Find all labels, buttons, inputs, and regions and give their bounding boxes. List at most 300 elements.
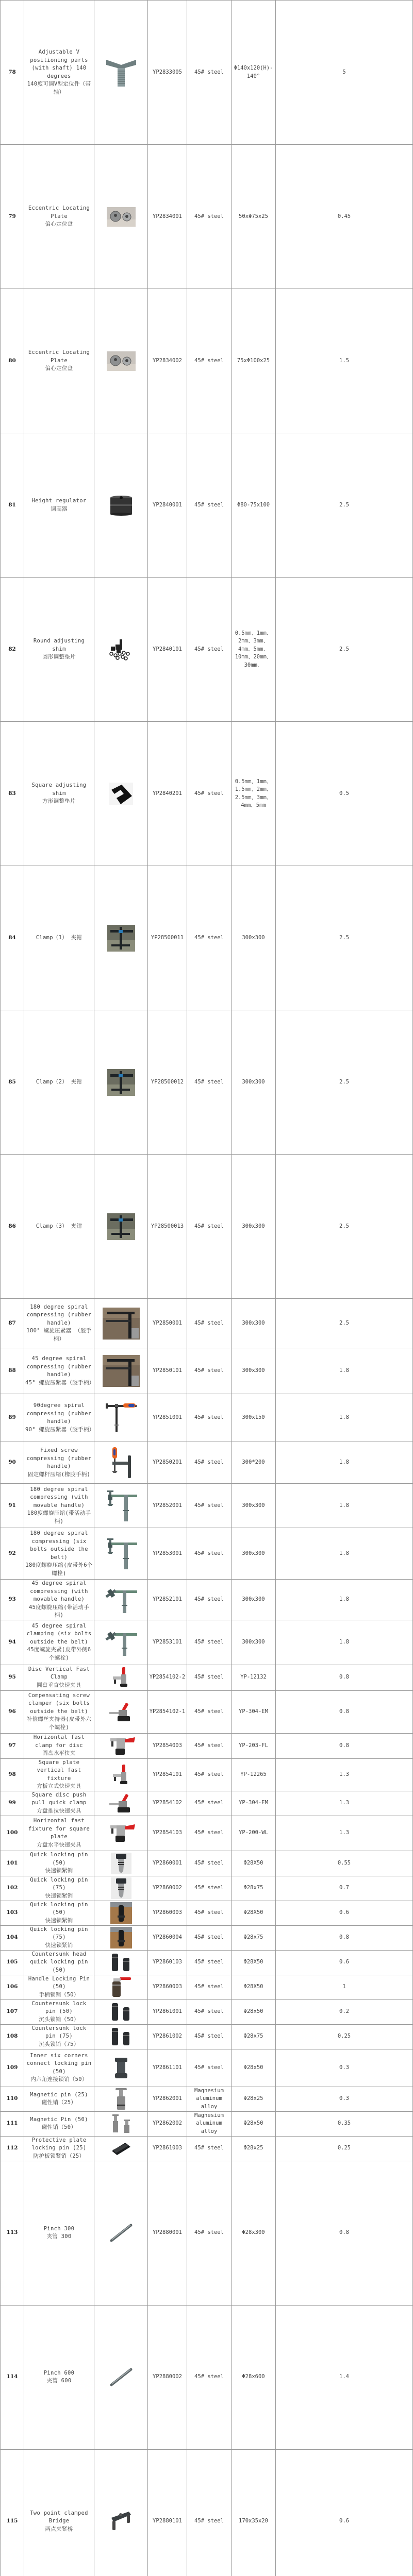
- item-number: 115: [1, 2449, 24, 2576]
- item-image-cell: [94, 1, 148, 145]
- table-row: [1, 1348, 413, 1394]
- clamp-photo-icon: [95, 1069, 146, 1096]
- item-name-cn: 沉头锁销（75）: [25, 2041, 93, 2049]
- item-weight: 1.8: [276, 1442, 413, 1484]
- item-image-cell: [94, 1901, 148, 1925]
- item-image-cell: [94, 1999, 148, 2024]
- table-row: [1, 1442, 413, 1484]
- item-code: YP28500011: [148, 866, 187, 1010]
- item-code: YP28500013: [148, 1155, 187, 1299]
- item-name-en: Height regulator: [25, 497, 93, 505]
- item-image-cell: [94, 433, 148, 578]
- item-image-cell: [94, 866, 148, 1010]
- table-row: [1, 2305, 413, 2449]
- item-name-en: Quick locking pin (50): [25, 1851, 93, 1867]
- item-code: YP2853001: [148, 1528, 187, 1580]
- item-code: YP2880002: [148, 2305, 187, 2449]
- item-number: 114: [1, 2305, 24, 2449]
- table-row: [1, 1299, 413, 1348]
- item-specification: 300x300: [232, 1484, 276, 1528]
- hex-locking-pin-icon: [95, 2057, 146, 2079]
- item-name: [24, 145, 94, 289]
- item-name: [24, 289, 94, 433]
- item-material: 45# steel: [187, 2161, 232, 2305]
- item-name-cn: 140度可调V型定位件（带轴）: [25, 80, 93, 96]
- item-code: YP2854003: [148, 1733, 187, 1758]
- quick-locking-pin-icon: [95, 1877, 146, 1899]
- item-name-cn: 圆盘水平快夹: [25, 1750, 93, 1758]
- item-material: 45# steel: [187, 1733, 232, 1758]
- item-number: 80: [1, 289, 24, 433]
- table-row: [1, 1528, 413, 1580]
- item-image-cell: [94, 1925, 148, 1950]
- item-name-cn: 调高器: [25, 505, 93, 514]
- item-specification: Φ28X50: [232, 1851, 276, 1876]
- item-image-cell: [94, 2161, 148, 2305]
- item-weight: 5: [276, 1, 413, 145]
- item-image-cell: [94, 1851, 148, 1876]
- item-name-cn: 固定螺杆压缩(橡胶手柄): [25, 1471, 93, 1479]
- item-image-cell: [94, 2111, 148, 2136]
- item-number: 93: [1, 1580, 24, 1620]
- item-weight: 1.8: [276, 1580, 413, 1620]
- item-weight: 0.8: [276, 1733, 413, 1758]
- countersunk-pins-icon: [95, 1952, 146, 1973]
- item-name-cn: 沉头锁销（50）: [25, 2016, 93, 2024]
- item-name-cn: 45° 螺旋压紧器（胶手柄）: [25, 1379, 93, 1387]
- table-row: [1, 1876, 413, 1901]
- item-name-cn: 90° 螺旋压紧器（胶手柄）: [25, 1426, 93, 1434]
- item-name: [24, 1851, 94, 1876]
- item-specification: YP-12132: [232, 1665, 276, 1690]
- toggle-clamp-horizontal-icon: [95, 1822, 146, 1844]
- item-name-en: Quick locking pin (75): [25, 1876, 93, 1892]
- toggle-clamp-vertical-icon: [95, 1765, 146, 1785]
- item-name: [24, 866, 94, 1010]
- item-name-en: Horizontal fast fixture for square plate: [25, 1817, 93, 1841]
- item-image-cell: [94, 2136, 148, 2161]
- item-weight: 0.6: [276, 1901, 413, 1925]
- item-weight: 0.6: [276, 2449, 413, 2576]
- item-weight: 1.8: [276, 1484, 413, 1528]
- item-material: 45# steel: [187, 1620, 232, 1665]
- item-weight: 2.5: [276, 1155, 413, 1299]
- item-specification: Φ140x120(H)-140°: [232, 1, 276, 145]
- table-row: [1, 2024, 413, 2049]
- item-name-cn: 磁性销（25）: [25, 2099, 93, 2107]
- item-name-cn: 方盘推拉快速夹具: [25, 1807, 93, 1816]
- item-specification: 75xΦ100x25: [232, 289, 276, 433]
- item-image-cell: [94, 1816, 148, 1851]
- item-name-cn: 夹管 300: [25, 2233, 93, 2241]
- item-image-cell: [94, 2049, 148, 2087]
- item-number: 108: [1, 2024, 24, 2049]
- item-specification: 300x150: [232, 1394, 276, 1442]
- item-image-cell: [94, 1442, 148, 1484]
- item-specification: Φ28X50: [232, 1901, 276, 1925]
- table-row: [1, 1901, 413, 1925]
- item-material: 45# steel: [187, 1758, 232, 1791]
- item-weight: 1.3: [276, 1791, 413, 1816]
- item-name: [24, 2161, 94, 2305]
- item-material: 45# steel: [187, 722, 232, 866]
- item-image-cell: [94, 2449, 148, 2576]
- item-material: 45# steel: [187, 1791, 232, 1816]
- item-name-en: Quick locking pin (75): [25, 1926, 93, 1942]
- item-number: 104: [1, 1925, 24, 1950]
- item-number: 111: [1, 2111, 24, 2136]
- item-material: 45# steel: [187, 1348, 232, 1394]
- item-number: 91: [1, 1484, 24, 1528]
- item-name: [24, 433, 94, 578]
- item-image-cell: [94, 1665, 148, 1690]
- item-number: 82: [1, 578, 24, 722]
- item-code: YP2860001: [148, 1851, 187, 1876]
- table-row: [1, 1733, 413, 1758]
- item-weight: 0.3: [276, 2049, 413, 2087]
- v-positioning-part-icon: [95, 58, 146, 88]
- item-image-cell: [94, 1394, 148, 1442]
- item-number: 102: [1, 1876, 24, 1901]
- item-name: [24, 2111, 94, 2136]
- table-row: [1, 1791, 413, 1816]
- item-name-en: 180 degree spiral compressing (with movable handle): [25, 1486, 93, 1510]
- item-number: 81: [1, 433, 24, 578]
- item-name-en: Square disc push pull quick clamp: [25, 1791, 93, 1807]
- item-name-en: Adjustable V positioning parts (with shaft) 140 degrees: [25, 48, 93, 80]
- table-row: [1, 2087, 413, 2111]
- item-name-cn: 45度螺旋夹紧(皮带外侧6个螺栓): [25, 1646, 93, 1662]
- item-specification: Φ80-75x100: [232, 433, 276, 578]
- table-row: [1, 1950, 413, 1975]
- table-row: [1, 1, 413, 145]
- item-material: 45# steel: [187, 1299, 232, 1348]
- item-specification: Φ28x300: [232, 2161, 276, 2305]
- toggle-clamp-horizontal-icon: [95, 1735, 146, 1757]
- item-material: 45# steel: [187, 1484, 232, 1528]
- item-name-cn: 手柄锁销（50）: [25, 1991, 93, 1999]
- item-weight: 1.3: [276, 1758, 413, 1791]
- item-code: YP2861002: [148, 2024, 187, 2049]
- item-specification: 0.5mm、1mm、1.5mm、2mm、2.5mm、3mm、4mm、5mm: [232, 722, 276, 866]
- item-number: 83: [1, 722, 24, 866]
- item-material: 45# steel: [187, 2136, 232, 2161]
- item-material: 45# steel: [187, 1690, 232, 1733]
- table-row: [1, 145, 413, 289]
- item-code: YP2850001: [148, 1299, 187, 1348]
- item-image-cell: [94, 1950, 148, 1975]
- t-clamp-orange-handle-icon: [95, 1402, 146, 1434]
- item-name: [24, 1999, 94, 2024]
- item-name-cn: 圆盘垂直快速夹具: [25, 1682, 93, 1690]
- item-code: YP2862002: [148, 2111, 187, 2136]
- item-name-en: Inner six corners connect locking pin (50): [25, 2052, 93, 2076]
- item-number: 101: [1, 1851, 24, 1876]
- item-weight: 0.8: [276, 1690, 413, 1733]
- item-name-en: Quick locking pin (50): [25, 1901, 93, 1917]
- item-name: [24, 1442, 94, 1484]
- item-material: 45# steel: [187, 1975, 232, 1999]
- item-specification: 300x300: [232, 866, 276, 1010]
- item-name-en: Pinch 600: [25, 2369, 93, 2378]
- item-name-cn: 内六角连接锁销（50）: [25, 2076, 93, 2084]
- item-code: YP2840001: [148, 433, 187, 578]
- item-material: 45# steel: [187, 1876, 232, 1901]
- item-specification: YP-12265: [232, 1758, 276, 1791]
- item-name-cn: 180度螺旋压缩(带活动手柄): [25, 1510, 93, 1526]
- toggle-clamp-push-icon: [95, 1702, 146, 1722]
- table-row: [1, 1580, 413, 1620]
- item-weight: 0.6: [276, 1950, 413, 1975]
- item-name-en: 90degree spiral compressing (rubber handle): [25, 1402, 93, 1426]
- item-material: 45# steel: [187, 1, 232, 145]
- item-name: [24, 1620, 94, 1665]
- item-image-cell: [94, 1484, 148, 1528]
- table-row: [1, 2049, 413, 2087]
- item-image-cell: [94, 1975, 148, 1999]
- clamp-photo-icon: [95, 925, 146, 952]
- item-name-en: 180 degree spiral compressing (six bolts outside the belt): [25, 1530, 93, 1562]
- table-row: [1, 1665, 413, 1690]
- item-weight: 1.8: [276, 1620, 413, 1665]
- item-material: 45# steel: [187, 1999, 232, 2024]
- item-number: 103: [1, 1901, 24, 1925]
- round-shim-set-icon: [95, 638, 146, 661]
- item-number: 86: [1, 1155, 24, 1299]
- item-name-cn: 圆形调整垫片: [25, 653, 93, 662]
- item-name: [24, 1690, 94, 1733]
- item-name-cn: 偏心定位盘: [25, 365, 93, 373]
- item-number: 92: [1, 1528, 24, 1580]
- item-code: YP2833005: [148, 1, 187, 145]
- item-name-cn: 快速锁紧销: [25, 1892, 93, 1901]
- item-name: [24, 1528, 94, 1580]
- item-name-en: Countersunk head quick locking pin (50): [25, 1951, 93, 1975]
- item-name: [24, 1580, 94, 1620]
- item-weight: 2.5: [276, 1010, 413, 1155]
- table-row: [1, 2161, 413, 2305]
- fixed-screw-clamp-icon: [95, 1446, 146, 1479]
- item-image-cell: [94, 1299, 148, 1348]
- table-row: [1, 722, 413, 866]
- item-number: 109: [1, 2049, 24, 2087]
- countersunk-pins-icon: [95, 2001, 146, 2023]
- item-image-cell: [94, 1791, 148, 1816]
- item-material: 45# steel: [187, 2449, 232, 2576]
- item-name-cn: 方板立式快速夹具: [25, 1783, 93, 1791]
- item-image-cell: [94, 289, 148, 433]
- item-name-en: Clamp（1） 夹钳: [25, 934, 93, 942]
- item-code: YP2854102-1: [148, 1690, 187, 1733]
- clamp-bridge-icon: [95, 2510, 146, 2533]
- item-name-cn: 补偿螺丝夹持器(皮带外六个螺栓): [25, 1716, 93, 1732]
- item-code: YP2854102-2: [148, 1665, 187, 1690]
- item-material: 45# steel: [187, 1816, 232, 1851]
- item-specification: Φ28x25: [232, 2136, 276, 2161]
- item-name-en: Round adjusting shim: [25, 637, 93, 653]
- item-name-en: Square plate vertical fast fixture: [25, 1759, 93, 1783]
- magnetic-pin-pair-icon: [95, 2113, 146, 2134]
- item-number: 78: [1, 1, 24, 145]
- item-name: [24, 2049, 94, 2087]
- item-name: [24, 1901, 94, 1925]
- item-name-en: Square adjusting shim: [25, 782, 93, 798]
- height-regulator-icon: [95, 495, 146, 516]
- item-number: 89: [1, 1394, 24, 1442]
- item-weight: 2.5: [276, 1299, 413, 1348]
- item-name-en: 45 degree spiral compressing (with movable handle): [25, 1580, 93, 1604]
- item-name: [24, 1816, 94, 1851]
- item-weight: 0.2: [276, 1999, 413, 2024]
- item-name-cn: 偏心定位盘: [25, 221, 93, 229]
- table-row: [1, 1394, 413, 1442]
- item-name: [24, 2449, 94, 2576]
- item-image-cell: [94, 578, 148, 722]
- item-code: YP2861003: [148, 2136, 187, 2161]
- item-image-cell: [94, 722, 148, 866]
- table-row: [1, 2449, 413, 2576]
- item-code: YP2834002: [148, 289, 187, 433]
- item-number: 97: [1, 1733, 24, 1758]
- item-image-cell: [94, 2087, 148, 2111]
- item-name-en: Two point clamped Bridge: [25, 2510, 93, 2526]
- eccentric-plate-photo-icon: [95, 207, 146, 227]
- item-material: 45# steel: [187, 1442, 232, 1484]
- item-name: [24, 1876, 94, 1901]
- item-material: Magnesium aluminum alloy: [187, 2111, 232, 2136]
- item-image-cell: [94, 1155, 148, 1299]
- item-weight: 1: [276, 1975, 413, 1999]
- item-material: 45# steel: [187, 289, 232, 433]
- item-name: [24, 578, 94, 722]
- item-specification: 170x35x20: [232, 2449, 276, 2576]
- item-code: YP2850101: [148, 1348, 187, 1394]
- item-code: YP2834001: [148, 145, 187, 289]
- item-specification: 300x300: [232, 1155, 276, 1299]
- item-code: YP2854101: [148, 1758, 187, 1791]
- item-weight: 0.8: [276, 1925, 413, 1950]
- item-weight: 1.5: [276, 289, 413, 433]
- item-specification: Φ28x75: [232, 1876, 276, 1901]
- spiral-clamp-photo-icon: [95, 1308, 146, 1340]
- pinch-tube-icon: [95, 2223, 146, 2243]
- item-number: 94: [1, 1620, 24, 1665]
- table-row: [1, 1975, 413, 1999]
- item-code: YP2860003: [148, 1901, 187, 1925]
- table-row: [1, 1010, 413, 1155]
- item-weight: 0.5: [276, 722, 413, 866]
- table-row: [1, 578, 413, 722]
- item-number: 107: [1, 1999, 24, 2024]
- item-number: 105: [1, 1950, 24, 1975]
- item-image-cell: [94, 2024, 148, 2049]
- item-material: 45# steel: [187, 1925, 232, 1950]
- item-specification: Φ28X50: [232, 1975, 276, 1999]
- item-material: 45# steel: [187, 578, 232, 722]
- magnetic-pin-icon: [95, 2087, 146, 2111]
- item-number: 100: [1, 1816, 24, 1851]
- table-row: [1, 1925, 413, 1950]
- item-name-cn: 方形调整垫片: [25, 798, 93, 806]
- item-image-cell: [94, 1620, 148, 1665]
- item-material: 45# steel: [187, 2024, 232, 2049]
- quick-locking-pin-icon: [95, 1853, 146, 1874]
- item-number: 95: [1, 1665, 24, 1690]
- item-weight: 0.35: [276, 2111, 413, 2136]
- item-material: 45# steel: [187, 1580, 232, 1620]
- item-number: 90: [1, 1442, 24, 1484]
- item-name-en: Fixed screw compressing (rubber handle): [25, 1447, 93, 1471]
- t-clamp-45-icon: [95, 1628, 146, 1657]
- item-image-cell: [94, 2305, 148, 2449]
- square-shim-icon: [95, 783, 146, 805]
- item-name: [24, 1975, 94, 1999]
- item-name-en: Pinch 300: [25, 2225, 93, 2233]
- item-name-en: Clamp（2） 夹钳: [25, 1078, 93, 1087]
- item-material: 45# steel: [187, 2049, 232, 2087]
- item-code: YP2850201: [148, 1442, 187, 1484]
- item-code: YP2852101: [148, 1580, 187, 1620]
- item-weight: 1.8: [276, 1528, 413, 1580]
- item-weight: 0.55: [276, 1851, 413, 1876]
- item-name-en: Magnetic Pin (50): [25, 2116, 93, 2124]
- item-name-cn: 夹管 600: [25, 2377, 93, 2385]
- item-specification: 50xΦ75x25: [232, 145, 276, 289]
- item-code: YP2860004: [148, 1925, 187, 1950]
- item-weight: 0.45: [276, 145, 413, 289]
- table-row: [1, 433, 413, 578]
- item-image-cell: [94, 1690, 148, 1733]
- item-image-cell: [94, 1348, 148, 1394]
- item-specification: Φ28x600: [232, 2305, 276, 2449]
- item-material: 45# steel: [187, 1010, 232, 1155]
- item-number: 88: [1, 1348, 24, 1394]
- item-name: [24, 2305, 94, 2449]
- item-name-en: Clamp（3） 夹钳: [25, 1223, 93, 1231]
- item-weight: 0.8: [276, 2161, 413, 2305]
- table-row: [1, 866, 413, 1010]
- item-name: [24, 722, 94, 866]
- item-weight: 0.7: [276, 1876, 413, 1901]
- item-weight: 2.5: [276, 866, 413, 1010]
- item-number: 113: [1, 2161, 24, 2305]
- item-number: 87: [1, 1299, 24, 1348]
- item-name-en: Protective plate locking pin (25): [25, 2137, 93, 2153]
- item-name-cn: 快速锁紧销: [25, 1867, 93, 1875]
- item-name-en: Handle Locking Pin (50): [25, 1975, 93, 1991]
- item-code: YP2861101: [148, 2049, 187, 2087]
- toggle-clamp-vertical-icon: [95, 1667, 146, 1688]
- clamp-photo-icon: [95, 1213, 146, 1240]
- item-specification: Φ28x75: [232, 2024, 276, 2049]
- locking-pin-photo-icon: [95, 1927, 146, 1948]
- item-specification: 300*200: [232, 1442, 276, 1484]
- t-clamp-180-icon: [95, 1489, 146, 1522]
- item-name: [24, 1484, 94, 1528]
- item-code: YP28500012: [148, 1010, 187, 1155]
- item-weight: 1.3: [276, 1816, 413, 1851]
- spiral-clamp-photo-icon: [95, 1355, 146, 1387]
- item-name-cn: 快速锁紧销: [25, 1917, 93, 1925]
- item-specification: Φ28x75: [232, 1925, 276, 1950]
- item-name-cn: 180° 螺旋压紧器 （胶手柄）: [25, 1327, 93, 1343]
- table-body: [1, 1, 413, 2576]
- item-name: [24, 1394, 94, 1442]
- item-number: 112: [1, 2136, 24, 2161]
- item-code: YP2851001: [148, 1394, 187, 1442]
- item-specification: 300x300: [232, 1010, 276, 1155]
- item-image-cell: [94, 1528, 148, 1580]
